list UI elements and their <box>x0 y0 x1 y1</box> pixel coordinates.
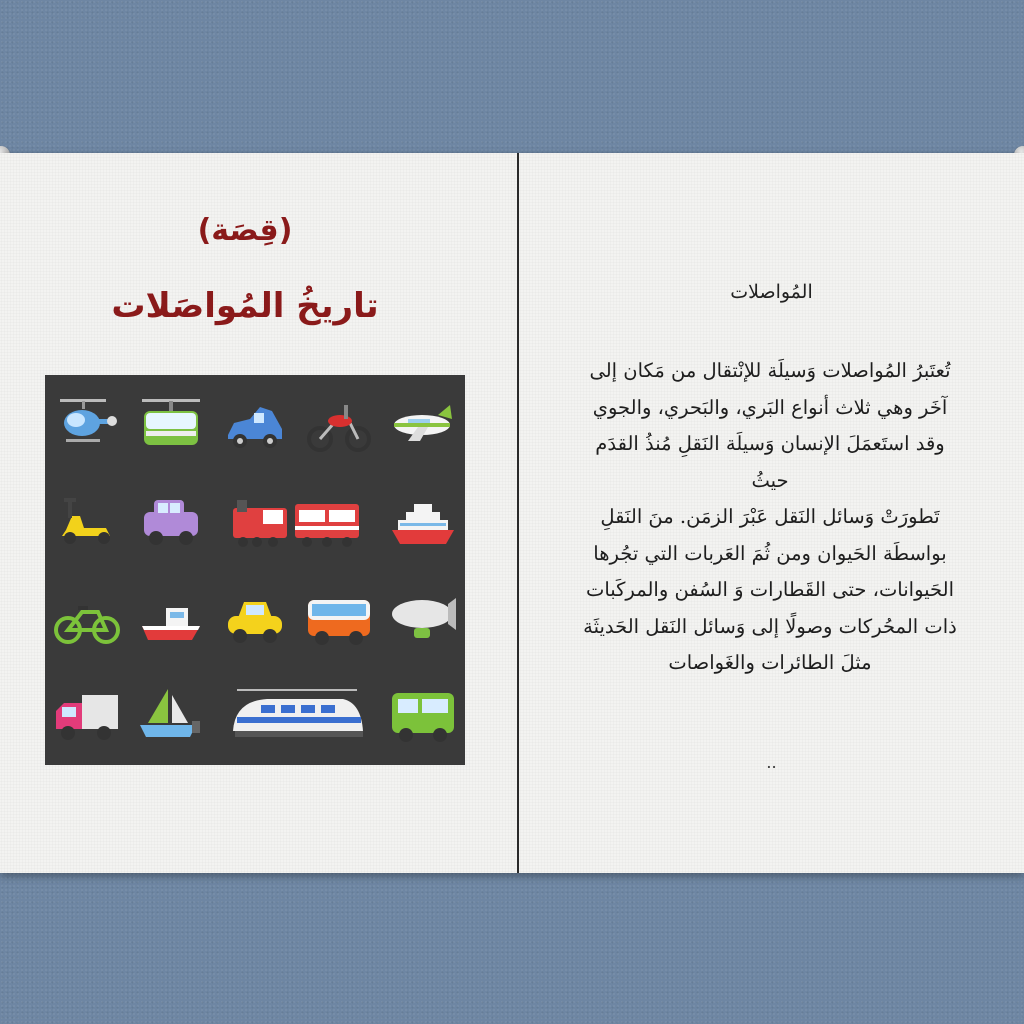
blimp-icon <box>388 584 458 654</box>
paragraph-line: بواسطَة الحَيوان ومن ثُمَ العَربات التي تجُرها <box>593 541 947 565</box>
paragraph-line: وقد استَعمَلَ الإنسان وَسيلَة النَقلِ مُنذُ القدَم <box>595 432 945 455</box>
ellipsis-marker: .. <box>766 753 777 772</box>
green-bus-icon <box>388 681 458 751</box>
page-heading: المُواصلات <box>730 281 813 303</box>
story-title: تاريخُ المُواصَلات <box>111 286 379 326</box>
taxi-icon <box>220 584 290 654</box>
van-icon <box>136 486 206 556</box>
open-book <box>0 153 1024 873</box>
paragraph-line: آخَر وهي ثلاث أنواع البَري، والبَحري، والجوي <box>592 395 948 419</box>
truck-icon <box>52 681 122 751</box>
paragraph-line: الحَيوانات، حتى القَطارات وَ السُفن والمركَبات <box>585 578 955 601</box>
train-icon <box>227 486 367 556</box>
scooter-icon <box>52 486 122 556</box>
bus-icon <box>304 584 374 654</box>
cable-car-icon <box>136 389 206 459</box>
car-icon <box>220 389 290 459</box>
vehicles-illustration <box>45 375 465 765</box>
bullet-train-icon <box>227 681 367 751</box>
sailboat-icon <box>136 681 206 751</box>
story-label: (قِصَة) <box>197 213 293 248</box>
paragraph-line: تَطورَتْ وَسائل النَقل عَبْرَ الزمَن. منَ النَقلِ <box>600 505 940 528</box>
paragraph-line: ذات المحُركات وصولًا إلى وَسائل النَقل الحَديثَة <box>583 614 957 638</box>
cruise-ship-icon <box>388 486 458 556</box>
story-paragraph <box>539 353 1001 682</box>
paragraph-line: حيثُ <box>751 468 789 492</box>
left-page <box>0 153 517 873</box>
motorcycle-icon <box>304 389 374 459</box>
paragraph-line: تُعتَبرُ المُواصلات وَسيلَة للإنْتقال من مَكان إلى <box>589 359 951 382</box>
airplane-icon <box>388 389 458 459</box>
helicopter-icon <box>52 389 122 459</box>
boat-icon <box>136 584 206 654</box>
paragraph-line: مثلَ الطائرات والغَواصات <box>668 651 872 674</box>
right-page <box>519 153 1024 873</box>
bicycle-icon <box>52 584 122 654</box>
